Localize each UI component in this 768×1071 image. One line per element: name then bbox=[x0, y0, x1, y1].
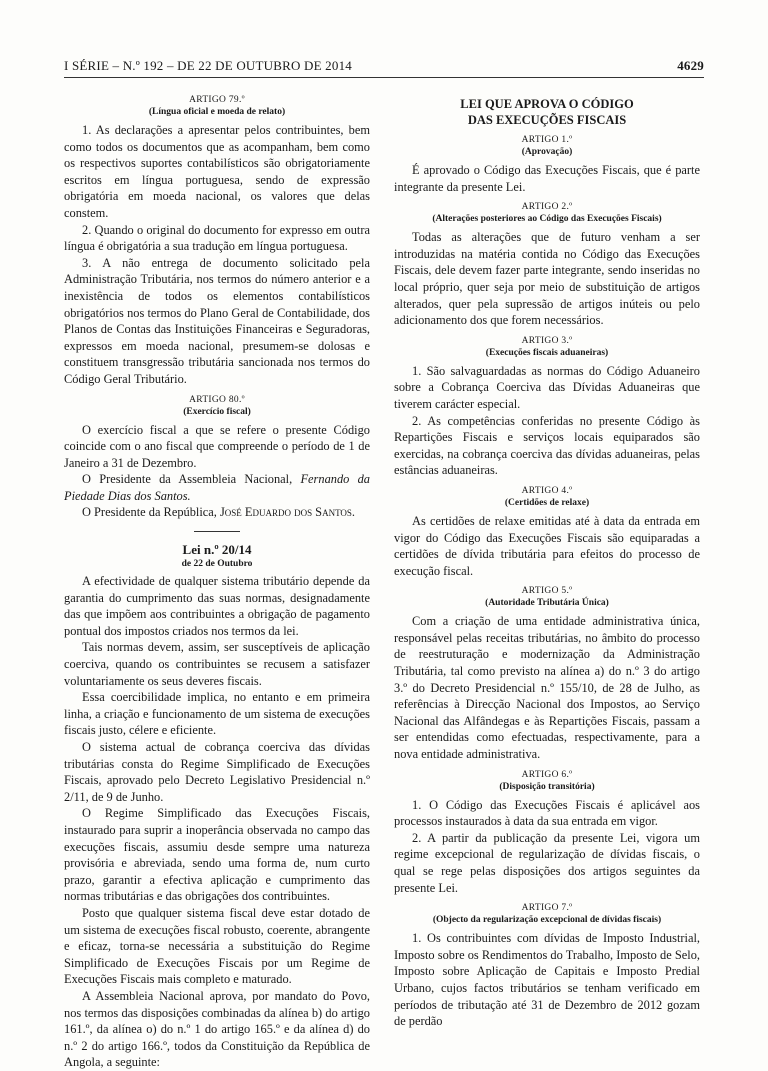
article-79-title: (Língua oficial e moeda de relato) bbox=[148, 107, 286, 117]
article-3-title: (Execuções fiscais aduaneiras) bbox=[485, 347, 609, 358]
article-6-title: (Disposição transitória) bbox=[499, 781, 595, 792]
preamble-paragraph-7: A Assembleia Nacional aprova, por mandato do Povo, nos termos das disposições combinadas da alínea b) do artigo 161.º, da alínea o) do n.º 1 do artigo 165.º e da alínea d) do n.º 2 do artigo 166.º, todos da Constituição da República de Angola, a seguinte: bbox=[64, 988, 370, 1070]
article-1-number: ARTIGO 1.º bbox=[521, 135, 573, 145]
republic-president-name: José Eduardo dos Santos. bbox=[219, 505, 356, 520]
article-6-paragraph-2: 2. A partir da publicação da presente Lei, vigora um regime excepcional de regularização de dívidas fiscais, o qual se rege pelas disposições dos artigos seguintes da presente Lei. bbox=[394, 830, 700, 895]
law-date: de 22 de Outubro bbox=[181, 559, 253, 570]
preamble-paragraph-5: O Regime Simplificado das Execuções Fiscais, instaurado para suprir a inoperância observada no campo das execuções fiscais, assumiu desde sempre uma natureza provisória e abreviada, sendo uma forma de, num curto prazo, garantir a efectiva aplicação e cumprimento das normas tributárias e das obrigações dos contribuintes. bbox=[64, 806, 370, 904]
law-number: Lei n.º 20/14 bbox=[182, 542, 252, 558]
article-80-paragraph-1: O exercício fiscal a que se refere o presente Código coincide com o ano fiscal que compreende o período de 1 de Janeiro a 31 de Dezembro. bbox=[64, 422, 370, 470]
article-5-title: (Autoridade Tributária Única) bbox=[485, 598, 609, 609]
article-6-paragraph-1: 1. O Código das Execuções Fiscais é aplicável aos processos instaurados à data da sua entrada em vigor. bbox=[394, 797, 700, 829]
series-title: I SÉRIE – N.º 192 – DE 22 DE OUTUBRO DE 2014 bbox=[64, 58, 352, 73]
republic-president-signature bbox=[64, 504, 370, 521]
assembly-president-prefix: O Presidente da Assembleia Nacional, bbox=[82, 472, 301, 487]
article-79-number: ARTIGO 79.º bbox=[189, 95, 245, 105]
assembly-president-name: Fernando da Piedade Dias dos Santos. bbox=[64, 472, 370, 503]
article-4-number: ARTIGO 4.º bbox=[521, 485, 573, 496]
article-2-number: ARTIGO 2.º bbox=[521, 202, 573, 213]
section-divider bbox=[194, 531, 240, 532]
article-7-title: (Objecto da regularização excepcional de dívidas fiscais) bbox=[432, 915, 662, 926]
page-header bbox=[64, 58, 704, 78]
preamble-paragraph-4: O sistema actual de cobrança coerciva das dívidas tributárias consta do Regime Simplificado de Execuções Fiscais, aprovado pelo Decreto Legislativo Presidencial n.º 2/11, de 9 de Junho. bbox=[64, 740, 370, 804]
article-80-title: (Exercício fiscal) bbox=[183, 406, 251, 417]
preamble-paragraph-1: A efectividade de qualquer sistema tributário depende da garantia do cumprimento das suas normas, designadamente das que impõem aos contribuintes a obrigação de pagamento pontual dos impostos criados nos termos da lei. bbox=[64, 574, 370, 638]
article-4-title: (Certidões de relaxe) bbox=[504, 497, 590, 508]
page-number: 4629 bbox=[677, 58, 704, 73]
preamble-paragraph-3: Essa coercibilidade implica, no entanto e em primeira linha, a criação e funcionamento de um sistema de execuções fiscais justo, célere e eficiente. bbox=[64, 690, 370, 738]
left-column bbox=[64, 94, 370, 1071]
article-79-paragraph-3: 3. A não entrega de documento solicitado pela Administração Tributária, nos termos do número anterior e a inexistência de todos os elementos contabilísticos obrigatórios nos termos do Plano Geral de Contabilidade, dos Planos de Contas das Instituições Financeiras e Seguradoras, expressos em moeda nacional, presumem-se dolosas e constituem transgressão tributária sancionada nos termos do Código Geral Tributário. bbox=[64, 255, 370, 386]
article-7-paragraph-1: 1. Os contribuintes com dívidas de Imposto Industrial, Imposto sobre os Rendimentos do Trabalho, Imposto de Selo, Imposto sobre Aplicação de Capitais e Imposto Predial Urbano, cujos factos tributários se tenham verificado em períodos de tributação até 31 de Dezembro de 2012 gozam de perdão bbox=[394, 931, 700, 1029]
law-heading-line-1: LEI QUE APROVA O CÓDIGO bbox=[460, 97, 634, 111]
article-5-number: ARTIGO 5.º bbox=[521, 586, 573, 597]
law-heading bbox=[394, 96, 700, 128]
article-80-number: ARTIGO 80.º bbox=[189, 394, 245, 405]
assembly-president-signature bbox=[64, 471, 370, 504]
preamble-paragraph-6: Posto que qualquer sistema fiscal deve estar dotado de um sistema de execuções fiscal robusto, coerente, abrangente e eficaz, torna-se necessária a substituição do Regime Simplificado de Execuções Fiscais por um Regime de Execuções Fiscais mais completo e maturado. bbox=[64, 905, 370, 987]
article-7-number: ARTIGO 7.º bbox=[521, 903, 573, 914]
republic-president-prefix: O Presidente da República, bbox=[82, 505, 220, 520]
article-3-paragraph-1: 1. São salvaguardadas as normas do Código Aduaneiro sobre a Cobrança Coerciva das Dívidas Aduaneiras que tiverem carácter especial. bbox=[394, 363, 700, 411]
article-1-title: (Aprovação) bbox=[521, 147, 573, 157]
right-column bbox=[394, 94, 700, 1030]
article-79-paragraph-1: 1. As declarações a apresentar pelos contribuintes, bem como todos os documentos que as acompanham, bem como os respectivos suportes contabilísticos são obrigatoriamente escritos em língua portuguesa, sendo de expressão obrigatória em moeda nacional, os valores que delas constem. bbox=[64, 123, 370, 220]
article-6-number: ARTIGO 6.º bbox=[521, 769, 573, 780]
article-1-paragraph-1: É aprovado o Código das Execuções Fiscais, que é parte integrante da presente Lei. bbox=[394, 163, 700, 194]
preamble-paragraph-2: Tais normas devem, assim, ser susceptíveis de aplicação coerciva, quando os contribuintes se recusem a satisfazer voluntariamente os seus deveres fiscais. bbox=[64, 640, 370, 688]
article-3-paragraph-2: 2. As competências conferidas no presente Código às Repartições Fiscais e serviços locais equiparados são exercidas, na cobrança coerciva das dívidas aduaneiras, pelas estâncias aduaneiras. bbox=[394, 413, 700, 478]
article-79-paragraph-2: 2. Quando o original do documento for expresso em outra língua é obrigatória a sua tradução em língua portuguesa. bbox=[64, 222, 370, 254]
article-3-number: ARTIGO 3.º bbox=[521, 335, 573, 346]
article-2-paragraph-1: Todas as alterações que de futuro venham a ser introduzidas na matéria contida no Código das Execuções Fiscais, dele devem fazer parte integrante, sendo inseridas no local próprio, quer seja por meio de substituição de artigos alterados, quer pela supressão de artigos inúteis ou pelo adicionamento dos que forem necessários. bbox=[394, 230, 700, 328]
article-4-paragraph-1: As certidões de relaxe emitidas até à data da entrada em vigor do Código das Execuções Fiscais são equiparadas a certidões de dívida tributária para efeitos do processo de execução fiscal. bbox=[394, 513, 700, 578]
article-5-paragraph-1: Com a criação de uma entidade administrativa única, responsável pelas receitas tributárias, no âmbito do processo de reestruturação e modernização da Administração Tributária, tal como previsto na alínea a) do n.º 3 do artigo 3.º do Decreto Presidencial n.º 155/10, de 28 de Julho, as referências à Direcção Nacional dos Impostos, ao Serviço Nacional das Alfândegas e às Repartições Fiscais, passam a ser entendidas como efectuadas, respectivamente, para a nova entidade administrativa. bbox=[394, 614, 700, 762]
law-heading-line-2: DAS EXECUÇÕES FISCAIS bbox=[467, 113, 627, 127]
article-2-title: (Alterações posteriores ao Código das Execuções Fiscais) bbox=[432, 214, 662, 225]
